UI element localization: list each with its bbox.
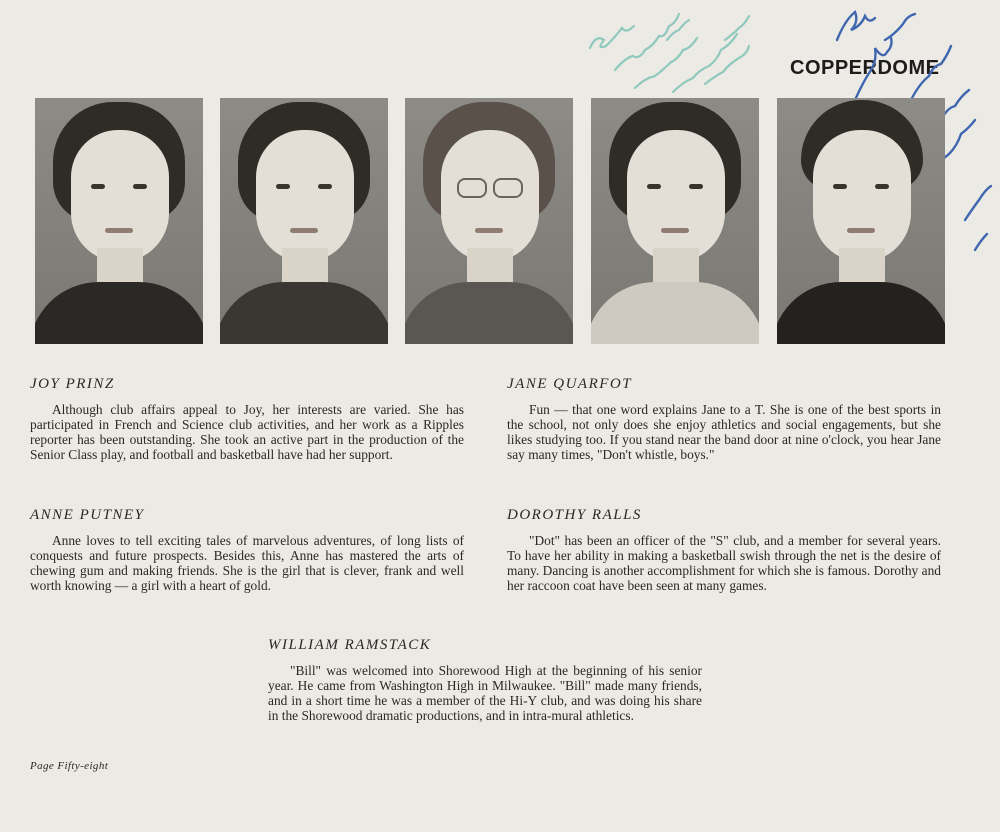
student-bio-jane-quarfot: Fun — that one word explains Jane to a T. She is one of the best sports in the school, not only does she enjoy athletics and social engagements, but she likes studying too. If you stand near the band door at nine o'clock, you hear Jane say many times, "Don't whistle, boys." — [507, 402, 941, 462]
portrait-william-ramstack — [777, 98, 945, 344]
student-bio-anne-putney: Anne loves to tell exciting tales of marvelous adventures, of long lists of conquests and future prospects. Besides this, Anne has mastered the arts of chewing gum and making friends. She is the girl that is clever, frank and well worth knowing — a girl with a heart of gold. — [30, 533, 464, 593]
student-name-anne-putney: ANNE PUTNEY — [30, 507, 145, 523]
green-handwriting — [575, 0, 815, 100]
student-name-joy-prinz: JOY PRINZ — [30, 376, 115, 392]
student-name-william-ramstack: WILLIAM RAMSTACK — [268, 637, 432, 653]
page-number: Page Fifty-eight — [30, 760, 109, 772]
student-name-jane-quarfot: JANE QUARFOT — [507, 376, 633, 392]
portrait-anne-putney — [220, 98, 388, 344]
portrait-joy-prinz — [35, 98, 203, 344]
portrait-jane-quarfot — [405, 98, 573, 344]
portrait-dorothy-ralls — [591, 98, 759, 344]
student-bio-dorothy-ralls: "Dot" has been an officer of the "S" club, and a member for several years. To have her ability in making a basketball swish through the net is the desire of many. Dancing is another accomplishment for which she is famous. Dorothy and her raccoon coat have been seen at many games. — [507, 533, 941, 593]
student-name-dorothy-ralls: DOROTHY RALLS — [507, 507, 642, 523]
student-bio-william-ramstack: "Bill" was welcomed into Shorewood High at the beginning of his senior year. He came from Washington High in Milwaukee. "Bill" made many friends, and in a short time he was a member of the Hi-Y club, and was doing his share in the Shorewood dramatic productions, and in intra-mural athletics. — [268, 663, 702, 723]
yearbook-title: COPPERDOME — [790, 57, 940, 79]
student-bio-joy-prinz: Although club affairs appeal to Joy, her interests are varied. She has participated in French and Science club activities, and her work as a Ripples reporter has been outstanding. She took an active part in the production of the Senior Class play, and football and basketball have had her support. — [30, 402, 464, 462]
